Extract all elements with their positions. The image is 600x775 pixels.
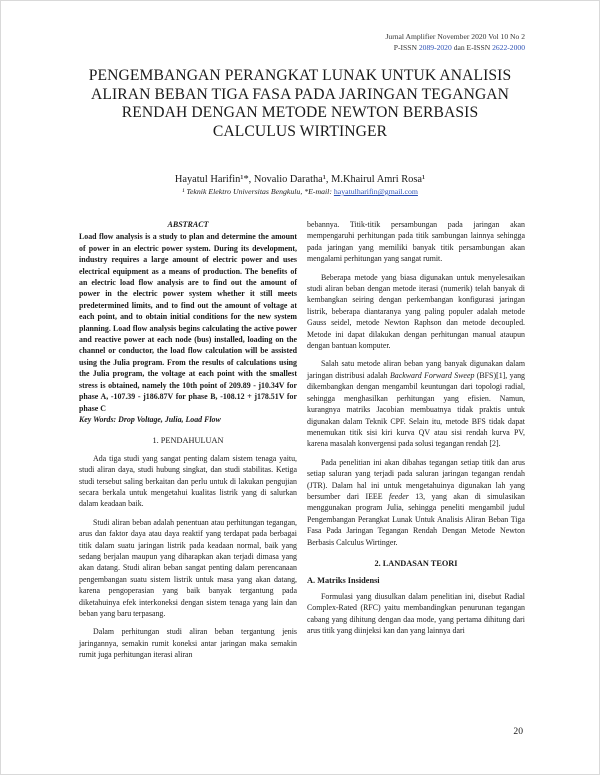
text-run: Salah satu metode aliran beban yang banyak digunakan dalam jaringan distribusi adalah xyxy=(307,359,525,380)
email-link[interactable]: hayatulharifin@gmail.com xyxy=(333,187,418,196)
eissn-label: dan E-ISSN xyxy=(453,43,491,52)
italic-term: feeder xyxy=(389,491,409,501)
section-heading-pendahuluan: 1. PENDAHULUAN xyxy=(152,436,224,446)
section-heading-landasan-teori: 2. LANDASAN TEORI xyxy=(374,558,458,568)
paragraph: Ada tiga studi yang sangat penting dalam sistem tenaga yaitu, studi aliran daya, studi hubung singkat, dan studi stabilitas. Ketiga studi tersebut saling berkaitan dan perlu untuk di lakukan pengujian secara berkala untuk mengetahui kualitas listrik yang di salurkan dalam keadaan baik. xyxy=(79,453,297,509)
pissn-label: P-ISSN xyxy=(393,43,417,52)
paragraph xyxy=(307,358,525,449)
paragraph: Formulasi yang diusulkan dalam penelitian ini, disebut Radial Complex-Rated (RFC) yaitu membandingkan penurunan tegangan cabang yang dihitung dengan daa mode, yang pertama dihitung dari arus titik yang diinjeksi kan dan yang lainnya dari xyxy=(307,591,525,635)
affiliation xyxy=(61,187,539,197)
italic-term: Backward Forward Sweep xyxy=(389,370,475,380)
journal-line: Jurnal Amplifier November 2020 Vol 10 No 2 xyxy=(385,32,525,41)
pissn-link[interactable]: 2089-2020 xyxy=(418,43,452,52)
text-run: (BFS)[1], yang dikembangkan dengan mengambil keuntungan dari topologi radial, sehingga menghasilkan perhitungan yang efisien. Namun, kurangnya matriks Jacobian membuatnya tidak praktis untuk digunakan dalam Teknik CPF. Selain itu, metode BFS tidak dapat menemukan titik sisi kiri kurva QV atau sisi rendah kurva PV, karena masalah konvergensi pada solusi tegangan rendah [2]. xyxy=(307,370,525,449)
keywords: Key Words: Drop Voltage, Julia, Load Flow xyxy=(79,414,221,424)
text-run: Pada penelitian ini akan dibahas tegangan setiap titik dan arus setiap saluran yang terjadi pada saluran jaringan tegangan rendah (JTR). Dalam hal ini untuk mengetahuinya digunakan lah yang bersumber dari IEEE xyxy=(307,457,525,501)
page-number: 20 xyxy=(513,726,523,737)
paragraph: Studi aliran beban adalah penentuan atau perhitungan tegangan, arus dan faktor daya atau daya reaktif yang terdapat pada berbagai titik dalam suatu jaringan listrik pada keadaan normal, baik yang sedang berjalan maupun yang diharapkan akan terjadi dimasa yang akan datang. Studi aliran beban sangat penting dalam perencanaan pengembangan suatu sistem listrik untuk masa yang akan datang, karena pengoperasian yang baik banyak tergantung pada diketahuinya efek interkoneksi dengan sistem tenaga yang lain dan beban yang baru terpasang. xyxy=(79,517,297,618)
paragraph xyxy=(307,457,525,548)
paragraph: Beberapa metode yang biasa digunakan untuk menyelesaikan studi aliran beban dengan metode iterasi (numerik) telah banyak di kembangkan seiring dengan perkembangan konfigurasi jaringan listrik, beberapa diantaranya yang paling populer adalah metode Gauss seidel, metode Newton Raphson dan metode decoupled. Metode ini dapat dilakukan dengan perhitungan manual ataupun dengan bantuan komputer. xyxy=(307,272,525,351)
subsection-heading: A. Matriks Insidensi xyxy=(307,576,380,586)
right-column xyxy=(307,219,525,636)
issn-line xyxy=(385,42,525,53)
abstract-body: Load flow analysis is a study to plan and determine the amount of power in an electric power system. During its development, industry requires a large amount of electric power and uses electrical equipment as a means of production. The benefits of an electric load flow analysis are to find out the amount of power in the electric power system whether it still meets predetermined limits, and to find out the amount of voltage at each point, and to obtain initial conditions for the new system planning. Load flow analysis begins calculating the active power and reactive power at each node (bus) installed, loading on the channel or conductor, the load flow calculation will be assisted using the Julia program. From the results of calculations using the Julia program, the voltage at each point with the smallest stress is obtained, namely the 10th point of 209.89 - j10.34V for phase A, -107.39 - j186.87V for phase B, -108.12 + j178.51V for phase C xyxy=(79,232,297,413)
affiliation-text: ¹ Teknik Elektro Universitas Bengkulu, *E-mail: xyxy=(182,187,332,196)
paragraph: Dalam perhitungan studi aliran beban tergantung jenis jaringannya, semakin rumit koneksi antar jaringan maka semakin rumit juga perhitungan iterasi aliran xyxy=(79,627,297,660)
paper-title: PENGEMBANGAN PERANGKAT LUNAK UNTUK ANALISIS ALIRAN BEBAN TIGA FASA PADA JARINGAN TEGANGAN RENDAH DENGAN METODE NEWTON BERBASIS CALCULUS WIRTINGER xyxy=(88,67,512,140)
eissn-link[interactable]: 2622-2000 xyxy=(492,43,525,52)
paragraph: bebannya. Titik-titik persambungan pada jaringan akan mempengaruhi perhitungan pada titik sambungan lainnya sehingga pada jaringan yang memiliki banyak titik persambungan akan mengalami perhitungan yang sangat rumit. xyxy=(307,220,525,264)
left-column xyxy=(79,219,297,661)
abstract-heading: ABSTRACT xyxy=(167,220,209,229)
journal-header xyxy=(385,31,525,53)
text-run: 13, yang akan di simulasikan menggunakan program Julia, sehingga peneliti mengambil judul Pengembangan Perangkat Lunak Untuk Analisis Aliran Beban Tiga Fasa Pada Jaringan Tegangan Rendah Dengan Metode Newton Berbasis Calculus Wirtinger. xyxy=(307,491,525,547)
author-list: Hayatul Harifin¹*, Novalio Daratha¹, M.Khairul Amri Rosa¹ xyxy=(174,174,426,185)
